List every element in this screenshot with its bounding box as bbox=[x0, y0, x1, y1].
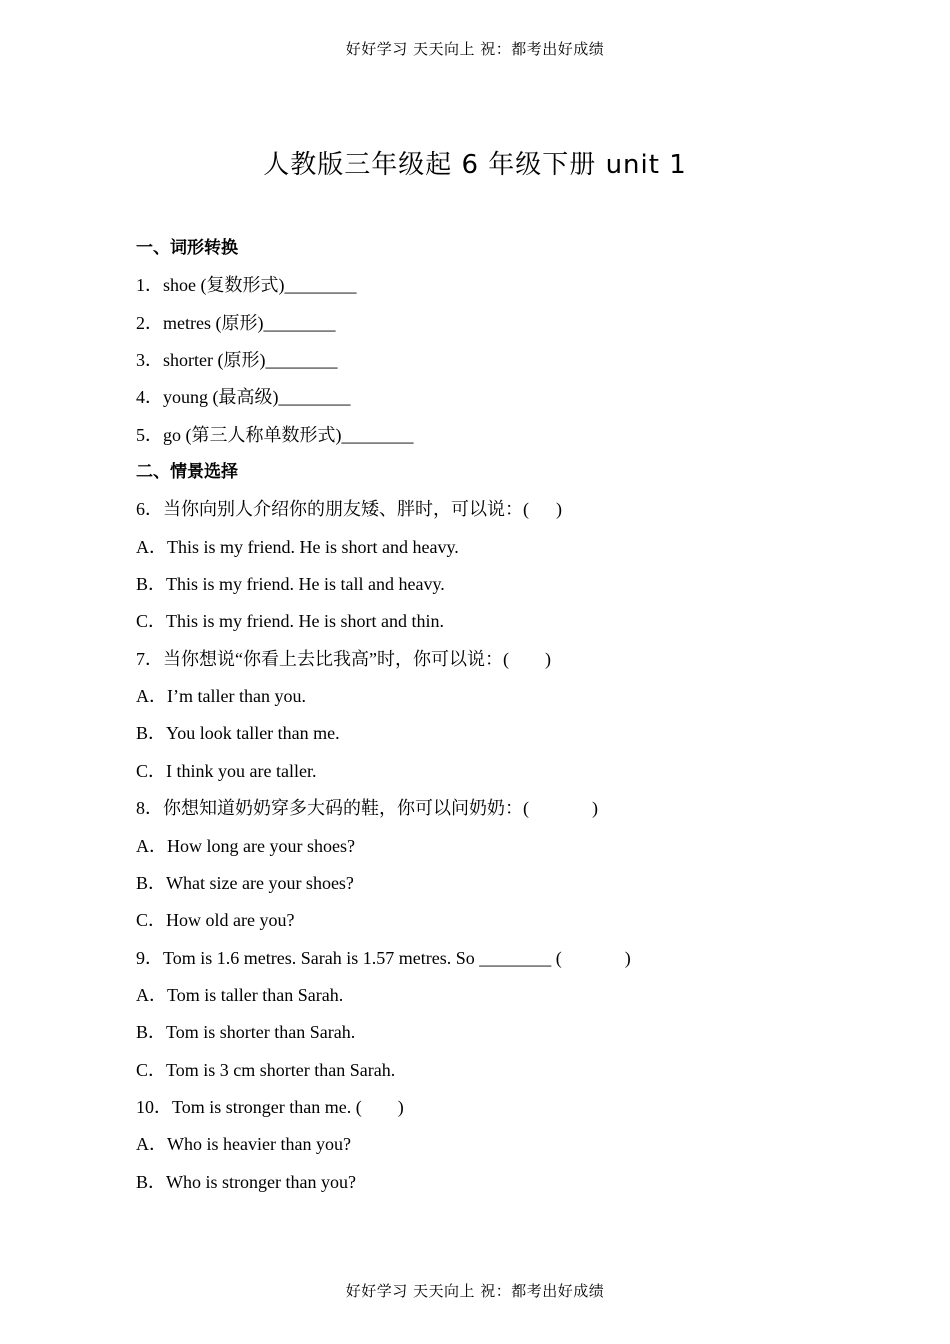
question-item: 7．当你想说“你看上去比我高”时，你可以说：( ) bbox=[136, 648, 551, 669]
answer-option: C．Tom is 3 cm shorter than Sarah. bbox=[136, 1059, 396, 1080]
answer-option: C．How old are you? bbox=[136, 910, 295, 931]
question-item: 10．Tom is stronger than me. ( ) bbox=[136, 1096, 404, 1117]
answer-option: A．How long are your shoes? bbox=[136, 835, 355, 856]
question-item: 1．shoe (复数形式)________ bbox=[136, 275, 357, 296]
question-item: 5．go (第三人称单数形式)________ bbox=[136, 424, 414, 445]
answer-option: A．I’m taller than you. bbox=[136, 686, 306, 707]
question-item: 2．metres (原形)________ bbox=[136, 312, 336, 333]
answer-option: B．Who is stronger than you? bbox=[136, 1171, 356, 1192]
answer-option: B．What size are your shoes? bbox=[136, 872, 354, 893]
question-item: 4．young (最高级)________ bbox=[136, 387, 351, 408]
exercise-content bbox=[136, 234, 856, 1205]
question-item: 9．Tom is 1.6 metres. Sarah is 1.57 metres. So ________ ( ) bbox=[136, 947, 631, 968]
question-item: 8．你想知道奶奶穿多大码的鞋，你可以问奶奶：( ) bbox=[136, 798, 598, 819]
answer-option: B．You look taller than me. bbox=[136, 723, 340, 744]
page-footer: 好好学习 天天向上 祝：都考出好成绩 bbox=[345, 1282, 605, 1300]
answer-option: A．This is my friend. He is short and heavy. bbox=[136, 536, 459, 557]
answer-option: B．Tom is shorter than Sarah. bbox=[136, 1022, 356, 1043]
answer-option: C．This is my friend. He is short and thin. bbox=[136, 611, 444, 632]
section-heading-situational-choice: 二、情景选择 bbox=[136, 462, 238, 483]
document-title: 人教版三年级起 6 年级下册 unit 1 bbox=[263, 150, 687, 180]
section-heading-word-forms: 一、词形转换 bbox=[136, 238, 238, 258]
answer-option: A．Tom is taller than Sarah. bbox=[136, 984, 344, 1005]
answer-option: B．This is my friend. He is tall and heavy. bbox=[136, 574, 445, 595]
answer-option: C．I think you are taller. bbox=[136, 760, 317, 781]
question-item: 6．当你向别人介绍你的朋友矮、胖时，可以说：( ) bbox=[136, 499, 562, 520]
page-header: 好好学习 天天向上 祝：都考出好成绩 bbox=[345, 40, 605, 58]
answer-option: A．Who is heavier than you? bbox=[136, 1134, 351, 1155]
question-item: 3．shorter (原形)________ bbox=[136, 350, 338, 371]
